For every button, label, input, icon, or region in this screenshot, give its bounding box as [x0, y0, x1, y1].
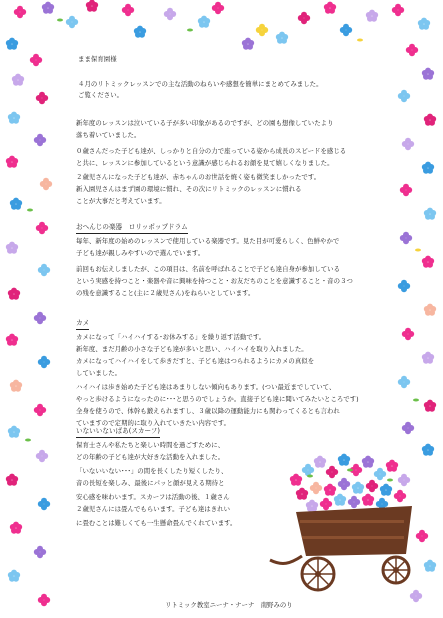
section-line: 安心感を味わいます。スカーフは活動の後、１歳さん [76, 493, 230, 501]
flower-icon [12, 74, 24, 86]
flower-icon [422, 352, 434, 364]
flower-icon [424, 208, 436, 220]
flower-icon [424, 114, 436, 126]
wagon-body [270, 506, 412, 563]
section-heading: おへんじの楽器 ロリッポップドラム [76, 222, 188, 234]
flower-icon [418, 18, 430, 30]
flower-icon [36, 92, 48, 104]
flower-icon [366, 10, 378, 22]
flower-icon [6, 474, 18, 486]
flower-icon [164, 8, 176, 20]
flower-icon [362, 456, 374, 468]
flower-icon [416, 530, 428, 542]
section-line: 「いないいない･･･」の間を長くしたり短くしたり、 [76, 467, 228, 475]
flower-icon [340, 24, 352, 36]
flower-icon [42, 2, 54, 14]
leaf-icon [357, 39, 363, 42]
flower-icon [6, 38, 18, 50]
section-line: 毎年、新年度の始めのレッスンで使用している楽器です。見た目が可愛らしく、色鮮やかで [76, 237, 340, 245]
flower-icon [242, 38, 254, 50]
leaf-icon [415, 249, 421, 252]
leaf-icon [307, 475, 313, 478]
flower-icon [10, 522, 22, 534]
summary-line: 新入園児さんはまず園の環境に慣れ、その次にリトミックのレッスンに慣れる [76, 185, 302, 193]
section-line: していました。 [76, 369, 122, 377]
flower-icon [10, 198, 22, 210]
flower-icon [410, 590, 422, 602]
flower-icon [422, 162, 434, 174]
flower-icon [30, 54, 42, 66]
flower-icon [374, 468, 386, 480]
flower-icon [338, 478, 350, 490]
flower-icon [302, 464, 314, 476]
flower-icon [394, 490, 406, 502]
flower-icon [34, 404, 46, 416]
flower-icon [400, 184, 412, 196]
flower-icon [14, 6, 26, 18]
flower-icon [400, 232, 412, 244]
section-line: 保育士さんや私たちと楽しい時間を過ごすために、 [76, 441, 225, 449]
flower-icon [398, 280, 410, 292]
wagon-wheel [383, 557, 409, 583]
section-line: 子ども達が親しみやすいので選んでいます。 [76, 249, 205, 257]
flower-icon [8, 570, 20, 582]
flower-icon [392, 4, 404, 16]
flower-icon [422, 444, 434, 456]
flower-icon [298, 12, 310, 24]
section-line: 音の長短を楽しみ、最後にパッと顔が見える期待と [76, 479, 225, 487]
flower-icon [66, 16, 78, 28]
flower-wagon-illustration [270, 454, 412, 590]
flower-icon [324, 2, 336, 14]
flower-icon [38, 264, 50, 276]
flower-icon [424, 560, 436, 572]
section-line: の残を意識すること(主に２歳児さん)をねらいとしています。 [76, 289, 255, 297]
flower-icon [306, 500, 318, 512]
section-line: ていますので定期的に取り入れていきたい内容です。 [76, 419, 231, 427]
section-line: 前回もお伝えしましたが、この項目は、名前を呼ばれることで子ども達自身が参加している [76, 265, 341, 273]
leaf-icon [347, 469, 353, 472]
flower-icon [8, 426, 20, 438]
flower-icon [38, 594, 50, 606]
flower-icon [276, 32, 288, 44]
flower-icon [366, 480, 378, 492]
flower-icon [380, 484, 392, 496]
flower-icon [38, 498, 50, 510]
section-line: ２歳児さんには畳んでもらいます。子ども達はきれい [76, 505, 231, 513]
section-line: ハイハイは歩き始めた子ども達はあまりしない傾向もあります。(つい最近までしていて、 [76, 383, 336, 391]
flower-icon [6, 156, 18, 168]
leaf-icon [57, 19, 63, 22]
wagon-flowers [290, 454, 410, 512]
flower-icon [422, 68, 434, 80]
flower-icon [338, 454, 350, 466]
flower-icon [40, 178, 52, 190]
flower-icon [296, 488, 308, 500]
flower-icon [424, 400, 436, 412]
section-heading: いないいないばあ(スカーフ) [76, 426, 160, 438]
section-line: やっと歩けるようになったのに･･･と思うのでしょうか。直接子ども達に聞いてみたいところです) [76, 395, 359, 403]
summary-line: 新年度のレッスンは泣いている子が多い印象があるのですが、どの園も想像していたより [76, 119, 334, 127]
section-heading: カメ [76, 318, 89, 330]
flower-icon [326, 466, 338, 478]
flower-icon [36, 450, 48, 462]
leaf-icon [187, 29, 193, 32]
flower-icon [314, 456, 326, 468]
summary-line: ０歳さんだった子ども達が、しっかりと自分の力で座っている姿から成長のスピードを感じる [76, 147, 347, 155]
section-line: に畳むことは難しくても一生懸命畳んでくれています。 [76, 519, 237, 527]
leaf-icon [25, 439, 31, 442]
flower-icon [122, 4, 134, 16]
flower-icon [398, 474, 410, 486]
section-line: カメになって「ハイハイする･お休みする」を繰り返す活動です。 [76, 333, 266, 341]
flower-icon [8, 288, 20, 300]
flower-icon [386, 460, 398, 472]
flower-icon [402, 422, 414, 434]
flower-icon [324, 484, 336, 496]
summary-line: ２歳児さんになった子ども達が、赤ちゃんのお世話を焼く姿も微笑ましかったです。 [76, 173, 321, 181]
flower-icon [86, 0, 98, 12]
flower-icon [134, 26, 146, 38]
leaf-icon [387, 479, 393, 482]
section-line: カメになってハイハイをして歩きだすと、子ども達はつられるようにカメの真似を [76, 357, 315, 365]
section-line: 新年度、まだ月齢の小さな子ども達が多いと思い、ハイハイを取り入れました。 [76, 345, 308, 353]
flower-icon [424, 304, 436, 316]
signature: リトミック教室ニーナ・ナーナ 南野みのり [165, 601, 293, 609]
section-line: 全身を使うので、体幹も鍛えられますし、３歳以降の運動能力にも関わってくるとも言われ [76, 407, 340, 415]
flower-icon [348, 496, 360, 508]
intro-line: ご覧ください。 [78, 91, 124, 99]
flower-icon [198, 16, 210, 28]
flower-icon [34, 312, 46, 324]
flower-icon [6, 334, 18, 346]
flower-icon [398, 376, 410, 388]
flower-icon [362, 494, 374, 506]
intro-line: ４月のリトミックレッスンでの主な活動のねらいや感想を簡単にまとめてみました。 [78, 80, 323, 88]
flower-icon [34, 546, 46, 558]
flower-icon [6, 242, 18, 254]
flower-icon [352, 482, 364, 494]
flower-icon [290, 474, 302, 486]
summary-line: 落ち着いていました。 [76, 131, 141, 139]
flower-icon [38, 356, 50, 368]
flower-icon [398, 90, 410, 102]
summary-line: と共に、レッスンに参加しているという意識が感じられるお顔を見て嬉しくなりました。 [76, 159, 334, 167]
flower-icon [402, 138, 414, 150]
flower-icon [212, 2, 224, 14]
wagon-wheel [302, 558, 334, 590]
flower-icon [256, 24, 268, 36]
leaf-icon [27, 209, 33, 212]
leaf-icon [413, 399, 419, 402]
flower-icon [34, 134, 46, 146]
flower-icon [10, 380, 22, 392]
flower-icon [406, 44, 418, 56]
flower-icon [36, 222, 48, 234]
flower-icon [310, 482, 322, 494]
flower-icon [8, 112, 20, 124]
section-line: どの年齢の子ども達が大好きな活動を入れました。 [76, 453, 225, 461]
section-line: という実感を持つこと・楽器や音に興味を持つこと・お友だちのことを意識すること・音の３つ [76, 277, 353, 285]
flower-icon [334, 494, 346, 506]
flower-icon [320, 498, 332, 510]
addressee: まま保育園様 [78, 55, 117, 63]
summary-line: ことが大事だと考えています。 [76, 197, 166, 205]
flower-icon [422, 256, 434, 268]
flower-icon [402, 328, 414, 340]
